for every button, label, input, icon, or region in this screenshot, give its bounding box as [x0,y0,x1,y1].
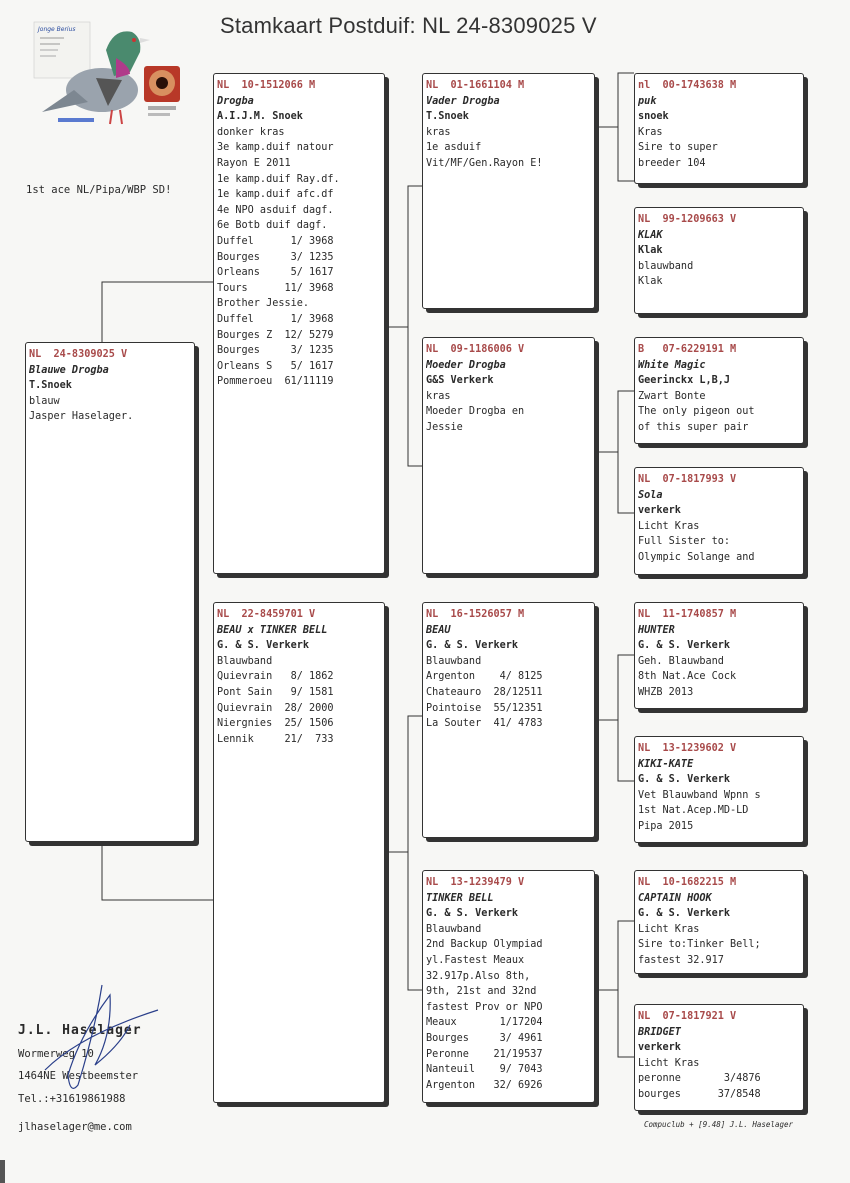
pigeon-card-subject [25,342,195,842]
detail-line: 1e asduif [426,142,482,154]
detail-line: Brother Jessie. [217,298,310,310]
pigeon-name: KLAK [638,229,663,241]
ring-number: NL 07-1817921 V [638,1011,737,1022]
breeder: snoek [638,111,669,123]
pigeon-name: Moeder Drogba [426,359,506,371]
breeder: A.I.J.M. Snoek [217,111,303,123]
detail-line: Pont Sain 9/ 1581 [217,686,334,698]
detail-line: Tours 11/ 3968 [217,282,334,294]
scan-edge [0,1160,5,1183]
pigeon-card-ff [422,73,595,309]
detail-line: peronne 3/4876 [638,1073,761,1085]
breeder: G. & S. Verkerk [217,640,310,652]
detail-line: 1e kamp.duif Ray.df. [217,173,340,185]
owner-note: 1st ace NL/Pipa/WBP SD! [26,184,172,196]
breeder: T.Snoek [426,111,469,123]
breeder: Klak [638,245,663,257]
detail-line: Rayon E 2011 [217,157,291,169]
detail-line: Zwart Bonte [638,390,706,402]
ring-number: NL 10-1512066 M [217,80,316,91]
detail-line: Kras [638,126,663,138]
owner-address-2: 1464NE Westbeemster [18,1070,139,1082]
detail-line: Sire to super [638,142,718,154]
detail-line: blauw [29,395,60,407]
detail-line: Bourges Z 12/ 5279 [217,329,334,341]
pigeon-card-mf [422,602,595,838]
ring-number: nl 00-1743638 M [638,80,737,91]
pigeon-name: White Magic [638,359,706,371]
pigeon-name: Blauwe Drogba [29,364,109,376]
breeder: verkerk [638,505,681,517]
detail-line: Duffel 1/ 3968 [217,313,334,325]
detail-line: Argenton 4/ 8125 [426,671,543,683]
pigeon-name: puk [638,95,657,107]
detail-line: Pommeroeu 61/11119 [217,376,334,388]
breeder: G. & S. Verkerk [426,640,519,652]
ring-number: NL 09-1186006 V [426,344,525,355]
ring-number: NL 10-1682215 M [638,877,737,888]
detail-line: Jasper Haselager. [29,411,134,423]
detail-line: Full Sister to: [638,536,731,548]
detail-line: Licht Kras [638,1057,700,1069]
detail-line: Licht Kras [638,520,700,532]
detail-line: 1st Nat.Acep.MD-LD [638,805,749,817]
ring-number: NL 13-1239602 V [638,743,737,754]
breeder: G. & S. Verkerk [638,774,731,786]
owner-phone: Tel.:+31619861988 [18,1092,126,1105]
signature-scribble [40,975,170,1100]
detail-line: Orleans 5/ 1617 [217,267,334,279]
detail-line: WHZB 2013 [638,686,694,698]
ring-number: NL 11-1740857 M [638,609,737,620]
detail-line: Sire to:Tinker Bell; [638,939,761,951]
pigeon-name: BEAU [426,624,451,636]
breeder: G. & S. Verkerk [426,908,519,920]
pigeon-name: Sola [638,489,663,501]
detail-line: yl.Fastest Meaux [426,954,525,966]
owner-address-1: Wormerweg 10 [18,1047,94,1060]
detail-line: fastest Prov or NPO [426,1001,543,1013]
detail-line: breeder 104 [638,157,706,169]
footer-credit: Compuclub + [9.48] J.L. Haselager [644,1120,794,1129]
breeder: G. & S. Verkerk [638,908,731,920]
detail-line: Moeder Drogba en [426,406,525,418]
detail-line: kras [426,390,451,402]
detail-line: Blauwband [426,655,482,667]
pigeon-card-father [213,73,385,574]
detail-line: 6e Botb duif dagf. [217,220,328,232]
detail-line: Duffel 1/ 3968 [217,235,334,247]
detail-line: 32.917p.Also 8th, [426,970,531,982]
detail-line: Bourges 3/ 4961 [426,1032,543,1044]
detail-line: 2nd Backup Olympiad [426,939,543,951]
pigeon-card-mfm [634,736,804,843]
pigeon-card-ffm [634,207,804,314]
detail-line: Pointoise 55/12351 [426,702,543,714]
pigeon-card-fmf [634,337,804,444]
pigeon-name: Vader Drogba [426,95,500,107]
club-logo-text: Jonge Berius [38,26,76,33]
detail-line: kras [426,126,451,138]
detail-line: 1e kamp.duif afc.df [217,189,334,201]
pigeon-name: Drogba [217,95,254,107]
ring-number: NL 22-8459701 V [217,609,316,620]
ring-number: B 07-6229191 M [638,344,737,355]
detail-line: Blauwband [426,923,482,935]
detail-line: donker kras [217,126,285,138]
pigeon-card-mmf [634,870,804,974]
ring-number: NL 24-8309025 V [29,349,128,360]
detail-line: Vit/MF/Gen.Rayon E! [426,157,543,169]
detail-line: Meaux 1/17204 [426,1017,543,1029]
pigeon-name: CAPTAIN HOOK [638,892,712,904]
pigeon-card-fmm [634,467,804,575]
breeder: G. & S. Verkerk [638,640,731,652]
detail-line: Argenton 32/ 6926 [426,1079,543,1091]
pigeon-name: HUNTER [638,624,675,636]
detail-line: 9th, 21st and 32nd [426,986,537,998]
detail-line: 4e NPO asduif dagf. [217,204,334,216]
ring-number: NL 01-1661104 M [426,80,525,91]
detail-line: Bourges 3/ 1235 [217,251,334,263]
ring-number: NL 16-1526057 M [426,609,525,620]
detail-line: Klak [638,276,663,288]
breeder: T.Snoek [29,380,72,392]
detail-line: Licht Kras [638,923,700,935]
detail-line: Bourges 3/ 1235 [217,345,334,357]
pigeon-card-mm [422,870,595,1103]
pigeon-name: BEAU x TINKER BELL [217,624,328,636]
page-title: Stamkaart Postduif: NL 24-8309025 V [220,13,597,38]
detail-line: Quievrain 28/ 2000 [217,702,334,714]
detail-line: Pipa 2015 [638,820,694,832]
detail-line: Niergnies 25/ 1506 [217,718,334,730]
detail-line: Blauwband [217,655,273,667]
pigeon-card-mother [213,602,385,1103]
pigeon-name: BRIDGET [638,1026,681,1038]
detail-line: Chateauro 28/12511 [426,686,543,698]
ring-number: NL 99-1209663 V [638,214,737,225]
pigeon-card-mmm [634,1004,804,1111]
owner-name: J.L. Haselager [18,1023,142,1038]
detail-line: blauwband [638,260,694,272]
pigeon-card-mff [634,602,804,709]
detail-line: La Souter 41/ 4783 [426,718,543,730]
owner-email: jlhaselager@me.com [18,1121,132,1133]
pigeon-name: KIKI-KATE [638,758,694,770]
detail-line: Nanteuil 9/ 7043 [426,1064,543,1076]
ring-number: NL 07-1817993 V [638,474,737,485]
detail-line: Geh. Blauwband [638,655,724,667]
breeder: verkerk [638,1042,681,1054]
detail-line: Lennik 21/ 733 [217,733,334,745]
breeder: Geerinckx L,B,J [638,375,731,387]
detail-line: Orleans S 5/ 1617 [217,360,334,372]
pigeon-card-fff [634,73,804,184]
detail-line: bourges 37/8548 [638,1088,761,1100]
ring-number: NL 13-1239479 V [426,877,525,888]
detail-line: Jessie [426,421,463,433]
pigeon-name: TINKER BELL [426,892,494,904]
pigeon-card-fm [422,337,595,574]
detail-line: 8th Nat.Ace Cock [638,671,737,683]
detail-line: Olympic Solange and [638,551,755,563]
detail-line: Peronne 21/19537 [426,1048,543,1060]
detail-line: The only pigeon out [638,406,755,418]
detail-line: Vet Blauwband Wpnn s [638,789,761,801]
detail-line: Quievrain 8/ 1862 [217,671,334,683]
detail-line: fastest 32.917 [638,954,724,966]
detail-line: 3e kamp.duif natour [217,142,334,154]
breeder: G&S Verkerk [426,375,494,387]
detail-line: of this super pair [638,421,749,433]
